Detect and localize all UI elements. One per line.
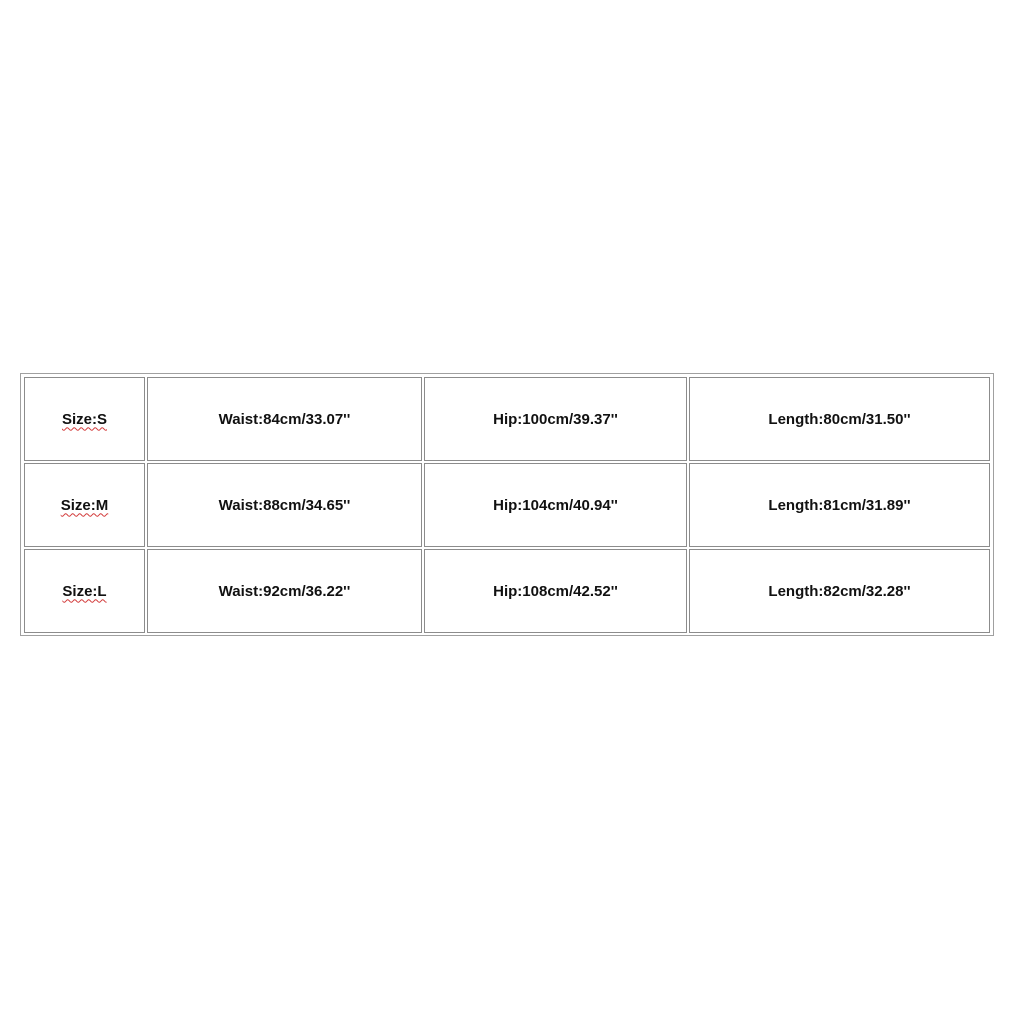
length-cell: Length:81cm/31.89'' bbox=[689, 463, 990, 547]
size-chart-table bbox=[22, 375, 992, 635]
size-cell bbox=[24, 549, 145, 633]
hip-cell: Hip:104cm/40.94'' bbox=[424, 463, 687, 547]
hip-cell: Hip:100cm/39.37'' bbox=[424, 377, 687, 461]
size-label: Size:S bbox=[61, 410, 107, 428]
length-cell: Length:80cm/31.50'' bbox=[689, 377, 990, 461]
table-row bbox=[24, 377, 990, 461]
hip-cell: Hip:108cm/42.52'' bbox=[424, 549, 687, 633]
table-row bbox=[24, 463, 990, 547]
size-chart-frame bbox=[20, 373, 994, 636]
size-cell bbox=[24, 377, 145, 461]
waist-cell: Waist:92cm/36.22'' bbox=[147, 549, 422, 633]
table-row bbox=[24, 549, 990, 633]
length-cell: Length:82cm/32.28'' bbox=[689, 549, 990, 633]
size-cell bbox=[24, 463, 145, 547]
waist-cell: Waist:88cm/34.65'' bbox=[147, 463, 422, 547]
waist-cell: Waist:84cm/33.07'' bbox=[147, 377, 422, 461]
size-label: Size:L bbox=[62, 582, 107, 600]
size-label: Size:M bbox=[60, 496, 109, 514]
